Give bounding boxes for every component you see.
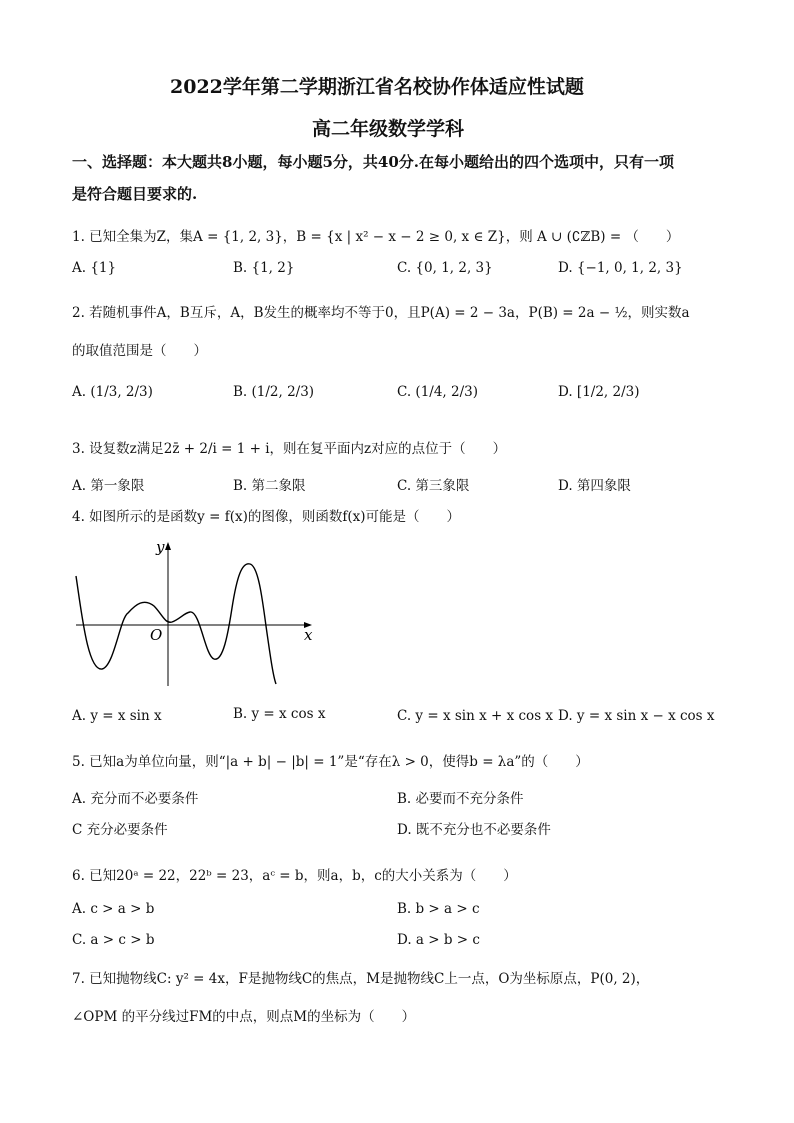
question-2-option-d: D. [1/2, 2/3) [558,384,640,400]
question-3-option-a: A. 第一象限 [72,478,145,494]
question-1-option-b: B. {1, 2} [233,260,295,276]
y-axis-arrow [165,542,171,550]
question-2-option-c: C. (1/4, 2/3) [397,384,478,400]
function-graph-svg [72,536,322,696]
question-1-stem: 1. 已知全集为Z，集A = {1, 2, 3}，B = {x | x² − x − 2 ≥ 0, x ∈ Z}，则 A ∪ (∁ℤB) = （ ） [72,229,680,245]
origin-label: O [150,626,163,644]
question-5-option-b: B. 必要而不充分条件 [397,791,524,807]
question-6-stem: 6. 已知20ᵃ = 22，22ᵇ = 23，aᶜ = b，则a，b，c的大小关系为（ ） [72,868,517,884]
question-6-option-d: D. a > b > c [397,932,480,948]
question-1-option-c: C. {0, 1, 2, 3} [397,260,493,276]
question-3-option-b: B. 第二象限 [233,478,306,494]
function-graph [72,536,322,696]
question-7-stem-line2: ∠OPM 的平分线过FM的中点，则点M的坐标为（ ） [72,1009,416,1025]
question-2-stem-line1: 2. 若随机事件A，B互斥，A，B发生的概率均不等于0，且P(A) = 2 − 3a，P(B) = 2a − ½，则实数a [72,305,690,321]
question-5-option-a: A. 充分而不必要条件 [72,791,199,807]
exam-subtitle: 高二年级数学学科 [312,118,465,140]
question-1-option-a: A. {1} [72,260,117,276]
section-heading-line1: 一、选择题：本大题共8小题，每小题5分，共40分.在每小题给出的四个选项中，只有一项 [72,153,674,171]
question-3-option-c: C. 第三象限 [397,478,470,494]
question-5-option-c: C 充分必要条件 [72,822,168,838]
question-5-option-d: D. 既不充分也不必要条件 [397,822,551,838]
question-7-stem-line1: 7. 已知抛物线C: y² = 4x，F是抛物线C的焦点，M是抛物线C上一点，O为坐标原点，P(0, 2)， [72,971,650,987]
question-4-option-b: B. y = x cos x [233,706,326,722]
question-1-option-d: D. {−1, 0, 1, 2, 3} [558,260,683,276]
exam-title: 2022学年第二学期浙江省名校协作体适应性试题 [170,76,584,98]
question-2-stem-line2: 的取值范围是（ ） [72,343,207,359]
question-5-stem: 5. 已知a为单位向量，则“|a + b| − |b| = 1”是“存在λ > 0，使得b = λa”的（ ） [72,754,589,770]
question-6-option-b: B. b > a > c [397,901,480,917]
question-3-stem: 3. 设复数z满足2z̄ + 2/i = 1 + i，则在复平面内z对应的点位于（ ） [72,441,507,457]
question-6-option-c: C. a > c > b [72,932,155,948]
section-heading-line2: 是符合题目要求的. [72,185,198,203]
question-2-option-b: B. (1/2, 2/3) [233,384,315,400]
question-4-option-d: D. y = x sin x − x cos x [558,708,715,724]
question-4-option-c: C. y = x sin x + x cos x [397,708,554,724]
question-2-option-a: A. (1/3, 2/3) [72,384,153,400]
question-3-option-d: D. 第四象限 [558,478,631,494]
question-4-option-a: A. y = x sin x [72,708,162,724]
question-4-stem: 4. 如图所示的是函数y = f(x)的图像，则函数f(x)可能是（ ） [72,509,460,525]
function-curve [76,564,276,684]
y-axis-label: y [156,538,165,556]
x-axis-label: x [304,626,313,644]
question-6-option-a: A. c > a > b [72,901,155,917]
